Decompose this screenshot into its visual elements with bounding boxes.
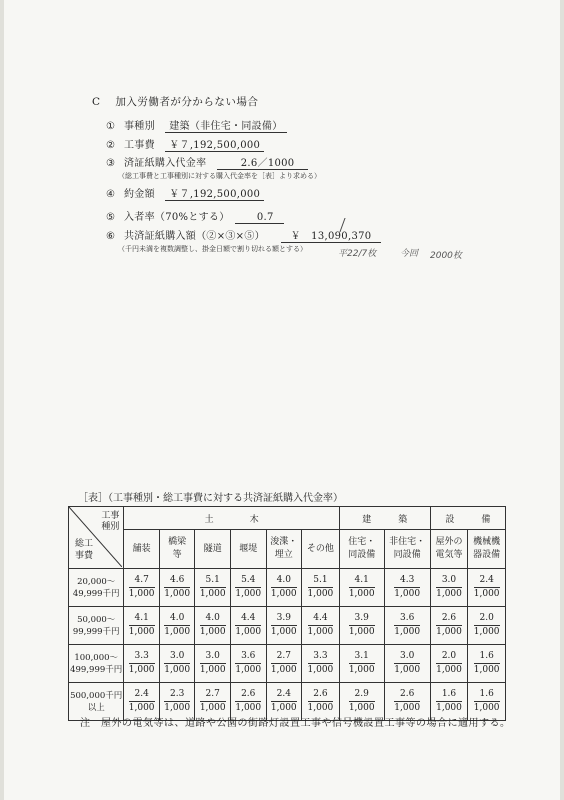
rate-fraction [271, 612, 297, 639]
item-contract-amount: ④ 約金額 ￥７,192,500,000 [106, 185, 264, 201]
rate-cell [195, 569, 231, 607]
rate-denominator: 1,000 [473, 627, 500, 637]
rate-fraction [164, 574, 190, 601]
rate-fraction [129, 612, 155, 639]
rate-cell [384, 645, 430, 683]
rate-denominator: 1,000 [270, 665, 297, 675]
rate-numerator: 2.0 [474, 612, 500, 626]
rate-cell [230, 569, 266, 607]
rate-cell [124, 645, 160, 683]
rate-numerator: 4.0 [200, 612, 226, 626]
rate-fraction [349, 574, 375, 601]
corner-top-label: 工事 種別 [101, 511, 120, 532]
rate-cell [339, 607, 384, 645]
rate-denominator: 1,000 [307, 703, 334, 713]
rate-denominator: 1,000 [199, 589, 226, 599]
rate-denominator: 1,000 [394, 627, 421, 637]
page-edge-right [560, 0, 564, 800]
item-participation-rate: ⑤ 入者率（70%とする） 0.7 [106, 208, 284, 224]
rate-numerator: 2.9 [349, 688, 375, 702]
table-row [69, 607, 506, 645]
rate-denominator: 1,000 [436, 627, 462, 637]
rate-fraction [164, 650, 190, 677]
page-edge-left [0, 0, 4, 800]
rate-denominator: 1,000 [473, 703, 500, 713]
rate-cell [430, 645, 468, 683]
rate-denominator: 1,000 [128, 665, 155, 675]
rate-fraction [349, 688, 375, 715]
rate-cell [230, 645, 266, 683]
rate-numerator: 2.4 [474, 574, 500, 588]
subheader-cell: 隧道 [195, 530, 231, 569]
rate-fraction [474, 688, 500, 715]
group-header-civil: 土 木 [124, 507, 339, 530]
rate-fraction [271, 688, 297, 715]
rate-cell [468, 607, 506, 645]
rate-numerator: 2.0 [436, 650, 462, 664]
rate-denominator: 1,000 [164, 627, 191, 637]
rate-cell [124, 607, 160, 645]
rate-fraction [200, 650, 226, 677]
rate-numerator: 2.4 [129, 688, 155, 702]
work-type-value: 建築（非住宅・同設備） [165, 117, 286, 133]
rate-numerator: 3.3 [308, 650, 334, 664]
rate-cell [339, 569, 384, 607]
rate-denominator: 1,000 [436, 665, 462, 675]
rate-cell [124, 569, 160, 607]
rate-fraction [129, 650, 155, 677]
cost-range-label: 100,000～ 499,999千円 [69, 645, 124, 683]
rate-denominator: 1,000 [164, 589, 191, 599]
rate-denominator: 1,000 [307, 665, 334, 675]
rate-numerator: 3.6 [235, 650, 261, 664]
rate-cell [230, 607, 266, 645]
rate-table-body [69, 569, 506, 721]
rate-numerator: 4.0 [271, 574, 297, 588]
rate-denominator: 1,000 [199, 627, 226, 637]
rate-cell [430, 607, 468, 645]
rate-denominator: 1,000 [199, 665, 226, 675]
rate-fraction [308, 612, 334, 639]
rate-denominator: 1,000 [348, 703, 375, 713]
contract-amount-value: ￥７,192,500,000 [165, 185, 264, 201]
rate-cell [266, 569, 302, 607]
group-header-building: 建 築 [339, 507, 430, 530]
subheader-cell: その他 [302, 530, 340, 569]
table-row [69, 569, 506, 607]
rate-numerator: 3.0 [164, 650, 190, 664]
rate-fraction [394, 688, 420, 715]
rate-denominator: 1,000 [235, 665, 262, 675]
rate-fraction [129, 688, 155, 715]
rate-denominator: 1,000 [235, 627, 262, 637]
rate-fraction [308, 650, 334, 677]
rate-fraction [164, 612, 190, 639]
table-caption: ［表］（工事種別・総工事費に対する共済証紙購入代金率） [78, 493, 343, 504]
rate-denominator: 1,000 [128, 703, 155, 713]
rate-numerator: 2.6 [235, 688, 261, 702]
rate-fraction [200, 688, 226, 715]
rate-cell [384, 607, 430, 645]
rate-numerator: 2.7 [271, 650, 297, 664]
rate-denominator: 1,000 [128, 589, 155, 599]
rate-cell [266, 607, 302, 645]
subheader-row [69, 530, 506, 569]
item-rate: ③ 済証紙購入代金率 2.6／1000 [106, 154, 308, 170]
rate-numerator: 5.4 [235, 574, 261, 588]
item-work-type: ① 事種別 建築（非住宅・同設備） [106, 117, 287, 133]
group-header-equipment: 設 備 [430, 507, 505, 530]
rate-denominator: 1,000 [473, 589, 500, 599]
rate-fraction [394, 574, 420, 601]
rate-numerator: 5.1 [308, 574, 334, 588]
note-stamp: （千円未満を複数調整し、掛金日額で割り切れる額とする） [118, 245, 307, 253]
rate-numerator: 4.3 [394, 574, 420, 588]
rate-numerator: 2.6 [308, 688, 334, 702]
rate-cell [384, 569, 430, 607]
rate-cell [159, 569, 195, 607]
handwritten-note-1: 平22/7枚 [338, 249, 377, 259]
rate-numerator: 2.6 [394, 688, 420, 702]
rate-fraction [164, 688, 190, 715]
rate-numerator: 4.4 [235, 612, 261, 626]
rate-fraction [235, 650, 261, 677]
footnote: 注 屋外の電気等は、道路や公園の街路灯設置工事や信号機設置工事等の場合に適用する。 [80, 718, 511, 729]
rate-fraction [474, 612, 500, 639]
rate-cell [339, 645, 384, 683]
rate-numerator: 4.7 [129, 574, 155, 588]
subheader-cell: 浚渫・ 埋立 [266, 530, 302, 569]
table-row [69, 645, 506, 683]
rate-numerator: 3.0 [436, 574, 462, 588]
rate-fraction [308, 574, 334, 601]
section-title: 加入労働者が分からない場合 [115, 96, 259, 108]
rate-numerator: 3.6 [394, 612, 420, 626]
rate-fraction [474, 574, 500, 601]
item-stamp-purchase: ⑥ 共済証紙購入額（②×③×⑤） ￥ 13,090,370 [106, 227, 381, 243]
rate-value: 2.6／1000 [217, 154, 309, 170]
rate-numerator: 3.3 [129, 650, 155, 664]
rate-numerator: 3.9 [349, 612, 375, 626]
rate-denominator: 1,000 [436, 589, 462, 599]
rate-denominator: 1,000 [235, 703, 262, 713]
rate-denominator: 1,000 [164, 665, 191, 675]
rate-fraction [394, 612, 420, 639]
rate-cell [159, 607, 195, 645]
rate-numerator: 4.6 [164, 574, 190, 588]
cost-range-label: 20,000～ 49,999千円 [69, 569, 124, 607]
rate-fraction [235, 612, 261, 639]
rate-fraction [436, 574, 462, 601]
subheader-cell: 屋外の 電気等 [430, 530, 468, 569]
rate-numerator: 2.7 [200, 688, 226, 702]
rate-numerator: 4.4 [308, 612, 334, 626]
rate-denominator: 1,000 [394, 665, 421, 675]
rate-denominator: 1,000 [394, 589, 421, 599]
stamp-purchase-value: ￥ 13,090,370 [281, 227, 382, 243]
rate-cell [302, 645, 340, 683]
rate-fraction [349, 612, 375, 639]
subheader-cell: 住宅・ 同設備 [339, 530, 384, 569]
rate-denominator: 1,000 [348, 589, 375, 599]
rate-fraction [474, 650, 500, 677]
subheader-cell: 機械機 器設備 [468, 530, 506, 569]
corner-bottom-label: 総工 事費 [75, 539, 94, 561]
rate-cell [195, 645, 231, 683]
rate-denominator: 1,000 [270, 703, 297, 713]
cost-range-label: 500,000千円 以上 [69, 683, 124, 721]
participation-rate-value: 0.7 [235, 212, 284, 224]
rate-numerator: 4.1 [129, 612, 155, 626]
subheader-cell: 舗装 [124, 530, 160, 569]
rate-fraction [235, 574, 261, 601]
rate-fraction [200, 612, 226, 639]
rate-cell [468, 645, 506, 683]
rate-numerator: 4.0 [164, 612, 190, 626]
rate-fraction [436, 612, 462, 639]
rate-cell [430, 569, 468, 607]
rate-numerator: 3.1 [349, 650, 375, 664]
rate-numerator: 2.4 [271, 688, 297, 702]
rate-fraction [436, 650, 462, 677]
rate-cell [302, 569, 340, 607]
construction-cost-value: ￥７,192,500,000 [165, 136, 264, 152]
rate-denominator: 1,000 [270, 627, 297, 637]
rate-fraction [235, 688, 261, 715]
rate-numerator: 2.3 [164, 688, 190, 702]
section-heading [92, 94, 258, 109]
rate-denominator: 1,000 [164, 703, 191, 713]
rate-fraction [200, 574, 226, 601]
rate-cell [195, 607, 231, 645]
rate-numerator: 3.0 [394, 650, 420, 664]
rate-denominator: 1,000 [394, 703, 421, 713]
rate-cell [266, 645, 302, 683]
rate-fraction [271, 650, 297, 677]
rate-numerator: 3.0 [200, 650, 226, 664]
subheader-cell: 橋梁 等 [159, 530, 195, 569]
rate-cell [468, 569, 506, 607]
cost-range-label: 50,000～ 99,999千円 [69, 607, 124, 645]
rate-fraction [129, 574, 155, 601]
corner-header [69, 507, 124, 569]
rate-numerator: 1.6 [474, 650, 500, 664]
note-rate: （総工事費と工事種別に対する購入代金率を［表］より求める） [118, 172, 321, 180]
rate-numerator: 2.6 [436, 612, 462, 626]
rate-denominator: 1,000 [199, 703, 226, 713]
rate-fraction [271, 574, 297, 601]
rate-denominator: 1,000 [235, 589, 262, 599]
item-construction-cost: ② 工事費 ￥７,192,500,000 [106, 136, 264, 152]
rate-denominator: 1,000 [348, 627, 375, 637]
rate-denominator: 1,000 [270, 589, 297, 599]
rate-numerator: 1.6 [436, 688, 462, 702]
rate-denominator: 1,000 [473, 665, 500, 675]
rate-fraction [436, 688, 462, 715]
rate-denominator: 1,000 [348, 665, 375, 675]
rate-cell [302, 607, 340, 645]
rate-table [68, 506, 506, 721]
rate-denominator: 1,000 [307, 627, 334, 637]
rate-denominator: 1,000 [128, 627, 155, 637]
rate-denominator: 1,000 [307, 589, 334, 599]
section-label: C [92, 96, 101, 108]
rate-cell [159, 645, 195, 683]
rate-denominator: 1,000 [436, 703, 462, 713]
rate-numerator: 4.1 [349, 574, 375, 588]
rate-fraction [349, 650, 375, 677]
rate-fraction [394, 650, 420, 677]
rate-numerator: 3.9 [271, 612, 297, 626]
rate-numerator: 1.6 [474, 688, 500, 702]
rate-numerator: 5.1 [200, 574, 226, 588]
handwritten-note-3: 2000枚 [430, 251, 462, 261]
subheader-cell: 堰堤 [230, 530, 266, 569]
handwritten-note-2: 今回 [400, 249, 419, 259]
rate-fraction [308, 688, 334, 715]
subheader-cell: 非住宅・ 同設備 [384, 530, 430, 569]
